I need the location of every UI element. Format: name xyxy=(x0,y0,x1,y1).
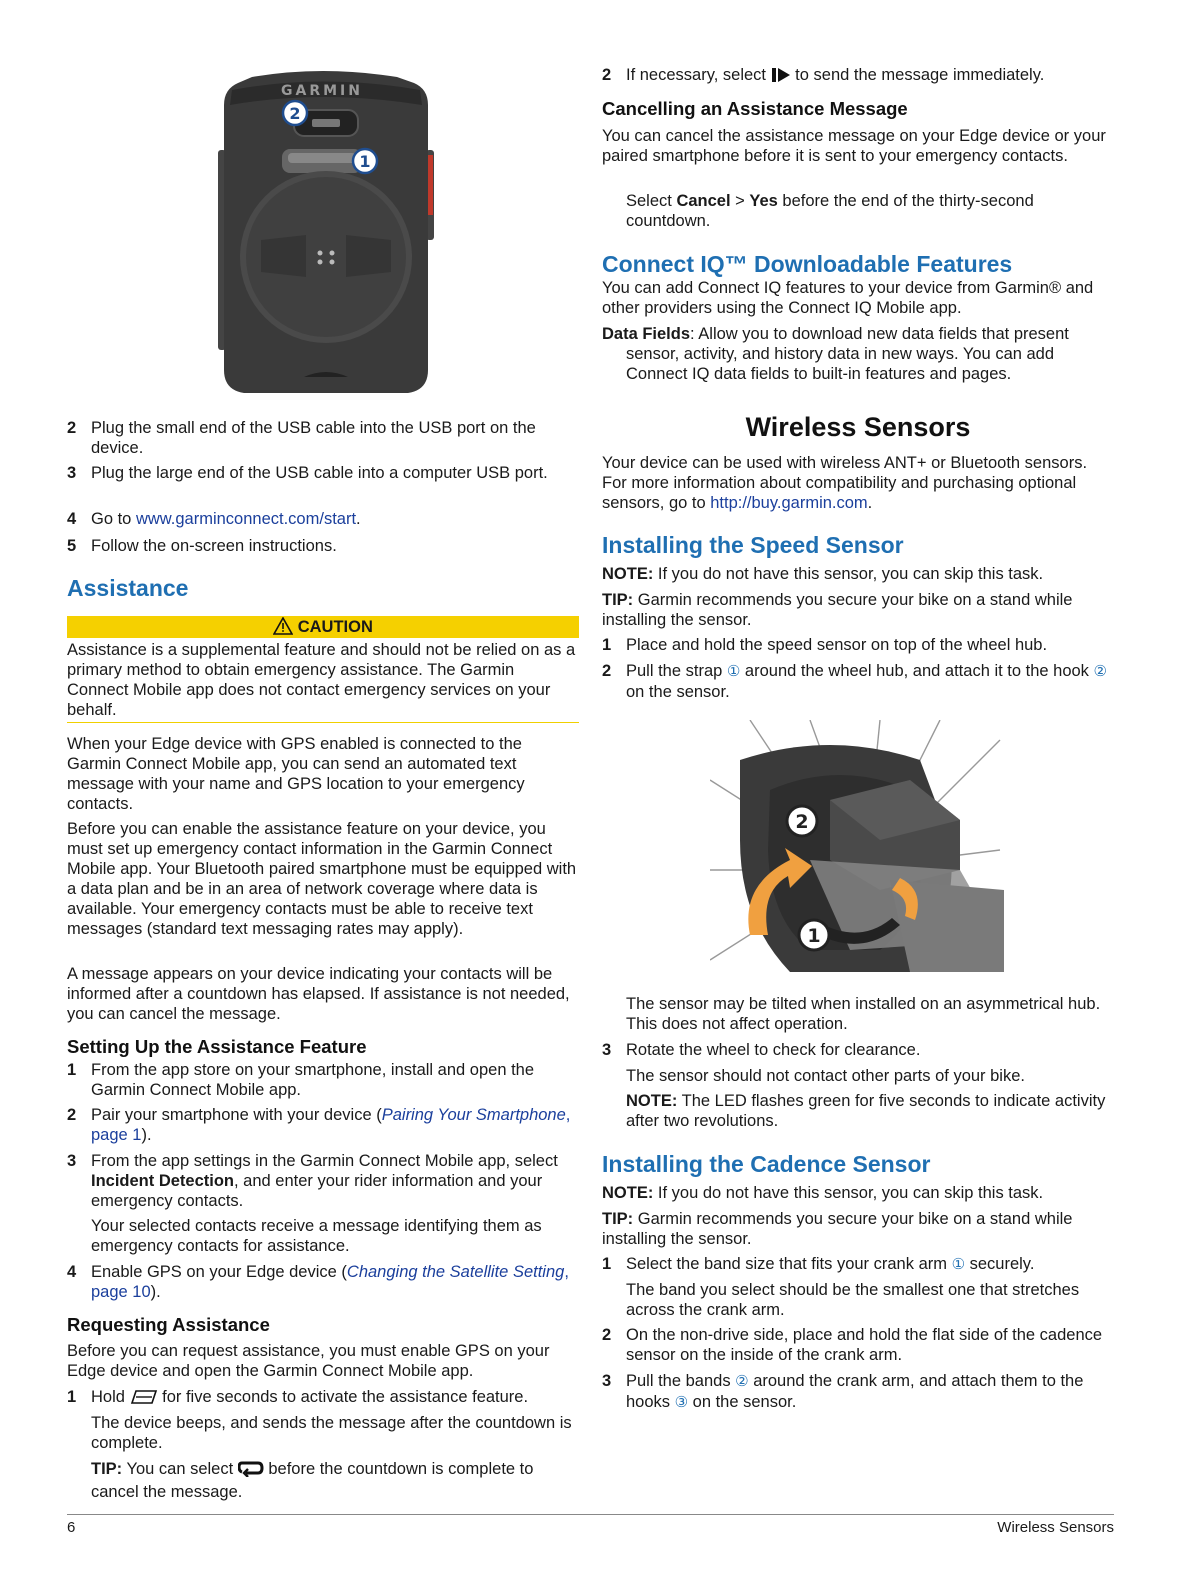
wireless-intro: Your device can be used with wireless ANT+ or Bluetooth sensors. For more information about compatibility and purchasing optional sensors, go to http://buy.garmin.com. xyxy=(602,454,1088,512)
request-heading: Requesting Assistance xyxy=(67,1314,270,1335)
tilt-note: The sensor may be tilted when installed on an asymmetrical hub. This does not affect operation. xyxy=(626,995,1101,1033)
request-intro: Before you can request assistance, you must enable GPS on your Edge device and open the Garmin Connect Mobile app. xyxy=(67,1342,550,1380)
buy-garmin-link[interactable]: http://buy.garmin.com xyxy=(710,494,868,512)
usb-step-3: 3 Plug the large end of the USB cable into a computer USB port. xyxy=(67,464,548,482)
usb-step-4: 4 Go to www.garminconnect.com/start. xyxy=(67,510,361,528)
sensor-callout-2 xyxy=(787,806,817,836)
speed-step-2: 2 Pull the strap ① around the wheel hub, and attach it to the hook ② on the sensor. xyxy=(602,662,1107,701)
setup-step-3: 3 From the app settings in the Garmin Connect Mobile app, select Incident Detection, and enter your rider information and your emergency contacts. xyxy=(67,1152,558,1210)
usb-step-5: 5 Follow the on-screen instructions. xyxy=(67,537,337,555)
page-number: 6 xyxy=(67,1519,76,1536)
request-step-2: 2 If necessary, select to send the message immediately. xyxy=(602,65,1114,88)
request-step-1-note: The device beeps, and sends the message after the countdown is complete. xyxy=(91,1414,572,1452)
cadence-tip: TIP: Garmin recommends you secure your bike on a stand while installing the sensor. xyxy=(602,1210,1073,1248)
svg-text:2: 2 xyxy=(795,811,809,833)
cadence-step-1-note: The band you select should be the smallest one that stretches across the crank arm. xyxy=(626,1281,1080,1319)
cadence-note: NOTE: If you do not have this sensor, you can skip this task. xyxy=(602,1184,1044,1202)
setup-step-1: 1 From the app store on your smartphone, install and open the Garmin Connect Mobile app. xyxy=(67,1061,535,1099)
setup-step-3-note: Your selected contacts receive a message identifying them as emergency contacts for assistance. xyxy=(91,1217,542,1255)
caution-bar: CAUTION xyxy=(67,616,579,638)
cadence-step-1: 1 Select the band size that fits your crank arm ① securely. xyxy=(602,1255,1035,1273)
assistance-heading: Assistance xyxy=(67,575,189,601)
svg-text:1: 1 xyxy=(359,152,371,171)
svg-text:GARMIN: GARMIN xyxy=(281,83,363,99)
caution-divider xyxy=(67,722,579,723)
cancel-instruction: Select Cancel > Yes before the end of the thirty-second countdown. xyxy=(626,192,1034,230)
setup-step-4: 4 Enable GPS on your Edge device (Changing the Satellite Setting, page 10). xyxy=(67,1263,569,1301)
svg-text:2: 2 xyxy=(289,104,301,123)
svg-text:1: 1 xyxy=(807,925,821,947)
cadence-step-2: 2 On the non-drive side, place and hold the flat side of the cadence sensor on the inside of the crank arm. xyxy=(602,1326,1103,1364)
setup-step-2: 2 Pair your smartphone with your device (Pairing Your Smartphone, page 1). xyxy=(67,1106,571,1144)
connect-iq-intro: You can add Connect IQ features to your device from Garmin® and other providers using the Connect IQ Mobile app. xyxy=(602,279,1094,317)
speed-step-1: 1 Place and hold the speed sensor on top of the wheel hub. xyxy=(602,636,1048,654)
cancel-heading: Cancelling an Assistance Message xyxy=(602,98,908,119)
caution-text: Assistance is a supplemental feature and should not be relied on as a primary method to obtain emergency assistance. The Garmin Connect Mobile app does not contact emergency services on your behalf. xyxy=(67,641,576,719)
cancel-loop-icon xyxy=(238,1459,264,1482)
data-fields-item: Data Fields: Allow you to download new data fields that present sensor, activity, and history data in new ways. You can add Connect IQ data fields to built-in features and pages. xyxy=(602,325,1069,383)
assistance-key-icon xyxy=(130,1389,158,1410)
cancel-intro: You can cancel the assistance message on your Edge device or your paired smartphone before it is sent to your emergency contacts. xyxy=(602,127,1106,165)
speed-tip: TIP: Garmin recommends you secure your bike on a stand while installing the sensor. xyxy=(602,591,1073,629)
cadence-sensor-heading: Installing the Cadence Sensor xyxy=(602,1151,931,1177)
request-step-1: 1 Hold for five seconds to activate the assistance feature. xyxy=(67,1387,579,1410)
speed-sensor-heading: Installing the Speed Sensor xyxy=(602,532,904,558)
assistance-para-1: When your Edge device with GPS enabled is connected to the Garmin Connect Mobile app, you can send an automated text message with your name and GPS location to your emergency contacts. xyxy=(67,735,525,813)
wireless-sensors-heading: Wireless Sensors xyxy=(745,412,971,442)
satellite-setting-link[interactable]: Changing the Satellite Setting xyxy=(346,1263,565,1281)
led-note: NOTE: The LED flashes green for five seconds to indicate activity after two revolutions. xyxy=(626,1092,1106,1130)
garminconnect-start-link[interactable]: www.garminconnect.com/start xyxy=(135,510,357,528)
pairing-smartphone-link[interactable]: Pairing Your Smartphone xyxy=(381,1106,566,1124)
speed-step-3-note: The sensor should not contact other parts of your bike. xyxy=(626,1067,1025,1085)
assistance-para-3: A message appears on your device indicating your contacts will be informed after a countdown has elapsed. If assistance is not needed, you can cancel the message. xyxy=(67,965,570,1023)
callout-2 xyxy=(283,101,307,125)
cadence-step-3: 3 Pull the bands ② around the crank arm, and attach them to the hooks ③ on the sensor. xyxy=(602,1372,1084,1411)
device-back-illustration xyxy=(132,65,512,405)
footer-divider xyxy=(67,1514,1114,1515)
warning-triangle-icon xyxy=(273,617,293,641)
footer-section-title: Wireless Sensors xyxy=(997,1519,1114,1536)
speed-sensor-illustration xyxy=(710,720,1004,972)
connect-iq-heading: Connect IQ™ Downloadable Features xyxy=(602,251,1013,277)
setup-heading: Setting Up the Assistance Feature xyxy=(67,1036,367,1057)
sensor-callout-1 xyxy=(799,920,829,950)
callout-1 xyxy=(353,149,377,173)
garmin-logo xyxy=(281,83,363,99)
request-step-1-tip: TIP: You can select before the countdown is complete to cancel the message. xyxy=(91,1460,534,1501)
assistance-para-2: Before you can enable the assistance feature on your device, you must set up emergency contact information in the Garmin Connect Mobile app. Your Bluetooth paired smartphone must be equipped with a data plan and be in an area of network coverage where data is available. Your emergency contacts must be able to receive text messages (standard text messaging rates may apply). xyxy=(67,820,577,938)
send-now-icon xyxy=(771,67,791,88)
speed-step-3: 3 Rotate the wheel to check for clearance. xyxy=(602,1041,921,1059)
speed-note: NOTE: If you do not have this sensor, you can skip this task. xyxy=(602,565,1044,583)
usb-step-2: 2 Plug the small end of the USB cable into the USB port on the device. xyxy=(67,419,536,457)
